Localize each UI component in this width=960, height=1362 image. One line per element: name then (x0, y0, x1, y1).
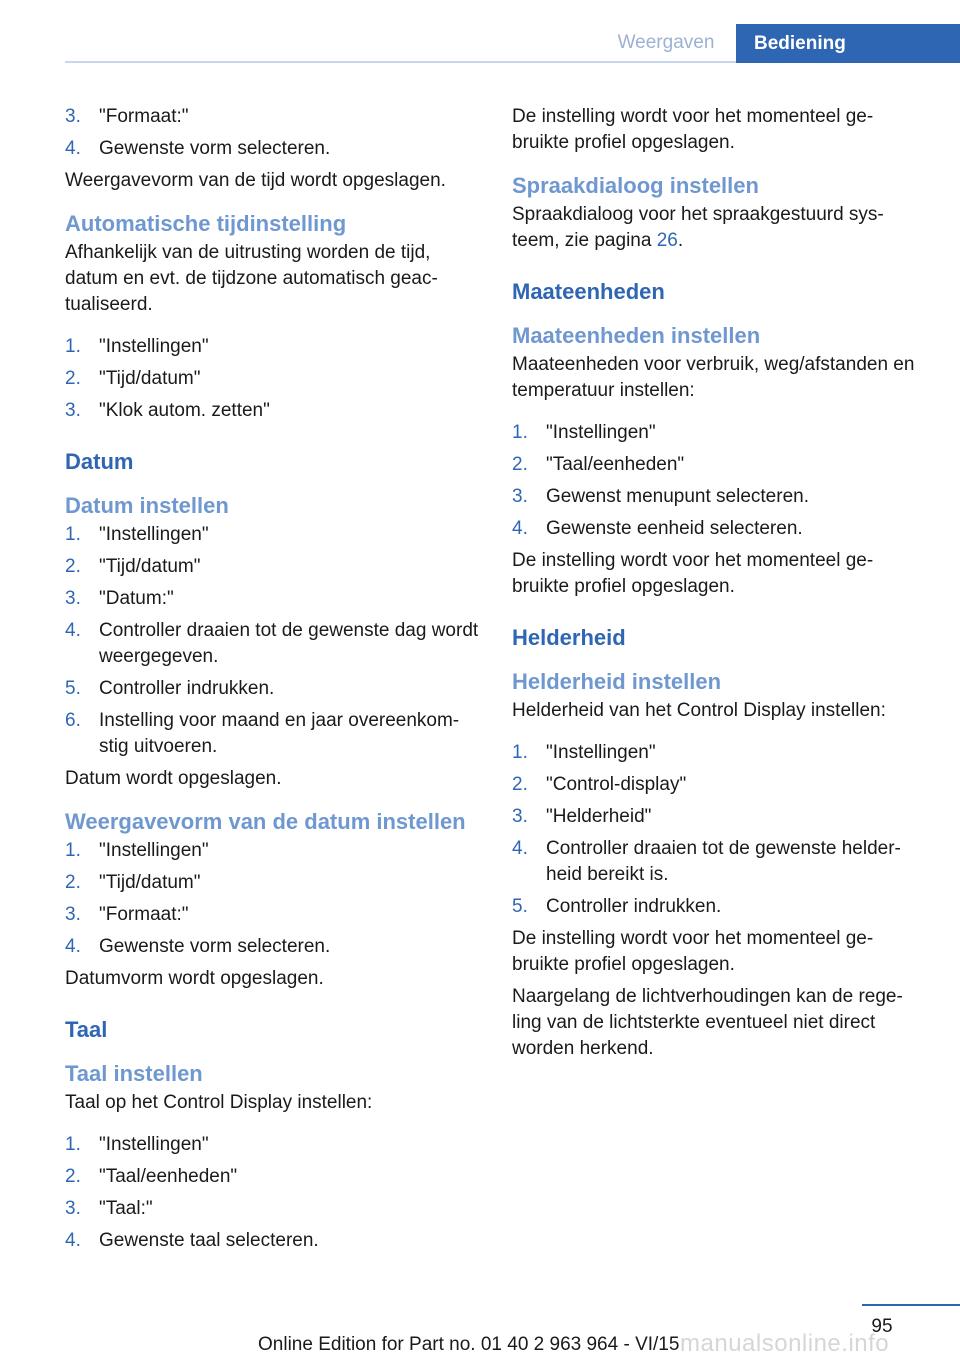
page-number-rule (862, 1304, 960, 1306)
left-column (65, 104, 480, 1260)
auto-time-steps (65, 334, 480, 424)
paragraph: Afhankelijk van de uitrusting worden de tijd, datum en evt. de tijdzone automatisch geac- tualiseerd. (65, 242, 438, 315)
heading-helderheid: Helderheid (512, 625, 626, 650)
subheading-taal-instellen: Taal instellen (65, 1061, 203, 1086)
list-item: 2. "Control-display" (512, 774, 687, 795)
list-item: 2. "Taal/eenheden" (65, 1166, 238, 1187)
page-number: 95 (871, 1316, 893, 1337)
paragraph: Spraakdialoog voor het spraakgestuurd sys- teem, zie pagina 26. (512, 204, 884, 251)
list-item: 5. Controller indrukken. (65, 678, 275, 699)
list-item: 4. Gewenste vorm selecteren. (65, 138, 331, 159)
list-item: 3. "Klok autom. zetten" (65, 400, 270, 421)
list-item: 2. "Tijd/datum" (65, 368, 201, 389)
subheading-helderheid-instellen: Helderheid instellen (512, 669, 722, 694)
list-item: 4. Gewenste vorm selecteren. (65, 936, 331, 957)
list-item: 2. "Taal/eenheden" (512, 454, 685, 475)
list-item: 4. Gewenste eenheid selecteren. (512, 518, 803, 539)
list-item: 3. "Formaat:" (65, 106, 189, 127)
list-item: 6. Instelling voor maand en jaar overeenkom- stig uitvoeren. (65, 710, 460, 757)
paragraph: Naargelang de lichtverhoudingen kan de rege- ling van de lichtsterkte eventueel niet direct worden herkend. (512, 986, 903, 1059)
list-item: 3. "Taal:" (65, 1198, 153, 1219)
list-item: 1. "Instellingen" (65, 336, 209, 357)
list-item: 1. "Instellingen" (65, 524, 209, 545)
subheading-spraakdialoog: Spraakdialoog instellen (512, 173, 759, 198)
paragraph: Datumvorm wordt opgeslagen. (65, 968, 324, 989)
paragraph: De instelling wordt voor het momenteel ge- bruikte profiel opgeslagen. (512, 550, 874, 597)
header-active-tab[interactable]: Bediening (736, 24, 960, 63)
date-format-steps (65, 838, 480, 960)
list-item: 4. Gewenste taal selecteren. (65, 1230, 319, 1251)
header-section-tab[interactable]: Weergaven (617, 32, 715, 53)
subheading-auto-time: Automatische tijdinstelling (65, 211, 347, 236)
list-item: 2. "Tijd/datum" (65, 556, 201, 577)
paragraph: Maateenheden voor verbruik, weg/afstanden en temperatuur instellen: (512, 354, 915, 401)
list-item: 1. "Instellingen" (512, 742, 656, 763)
paragraph: Datum wordt opgeslagen. (65, 768, 282, 789)
page-link[interactable]: 26 (656, 230, 678, 251)
list-item: 4. Controller draaien tot de gewenste helder- heid bereikt is. (512, 838, 901, 885)
paragraph: Weergavevorm van de tijd wordt opgeslagen. (65, 170, 446, 191)
list-item: 4. Controller draaien tot de gewenste dag wordt weergegeven. (65, 620, 479, 667)
brightness-steps (512, 740, 927, 920)
subheading-datum-instellen: Datum instellen (65, 493, 229, 518)
list-item: 1. "Instellingen" (65, 840, 209, 861)
heading-datum: Datum (65, 449, 134, 474)
heading-taal: Taal (65, 1017, 108, 1042)
subheading-date-format: Weergavevorm van de datum instellen (65, 809, 466, 834)
paragraph: Taal op het Control Display instellen: (65, 1092, 373, 1113)
list-item: 5. Controller indrukken. (512, 896, 722, 917)
list-item: 3. Gewenst menupunt selecteren. (512, 486, 809, 507)
heading-maateenheden: Maateenheden (512, 279, 665, 304)
list-item: 1. "Instellingen" (65, 1134, 209, 1155)
units-steps (512, 420, 927, 542)
date-steps (65, 522, 480, 760)
list-item: 3. "Formaat:" (65, 904, 189, 925)
list-item: 2. "Tijd/datum" (65, 872, 201, 893)
time-format-steps (65, 104, 480, 162)
list-item: 1. "Instellingen" (512, 422, 656, 443)
list-item: 3. "Helderheid" (512, 806, 652, 827)
paragraph: De instelling wordt voor het momenteel ge- bruikte profiel opgeslagen. (512, 928, 874, 975)
right-column (512, 104, 927, 1068)
list-item: 3. "Datum:" (65, 588, 174, 609)
watermark: manualsonline.info (680, 1330, 890, 1357)
language-steps (65, 1132, 480, 1254)
paragraph: De instelling wordt voor het momenteel ge- bruikte profiel opgeslagen. (512, 106, 874, 153)
footer-edition: Online Edition for Part no. 01 40 2 963 964 - VI/15 (258, 1334, 680, 1355)
paragraph: Helderheid van het Control Display instellen: (512, 700, 886, 721)
subheading-maateenheden-instellen: Maateenheden instellen (512, 323, 761, 348)
